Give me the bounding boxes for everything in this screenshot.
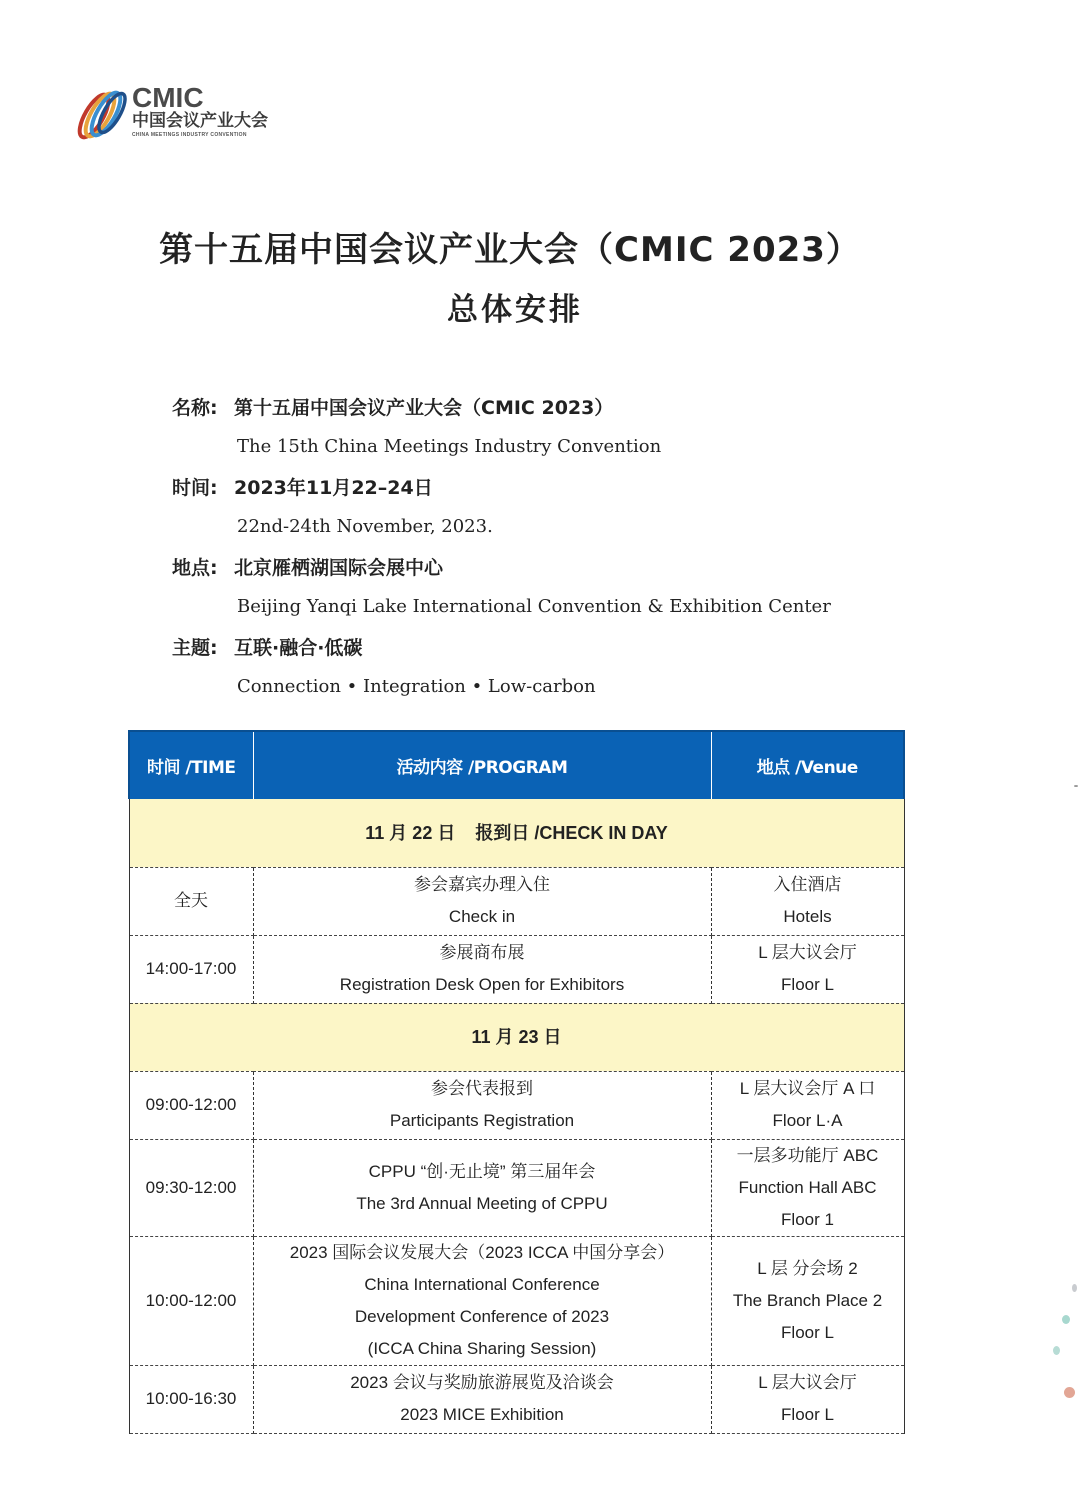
venue-cn: 一层多功能厅 ABC bbox=[736, 1145, 879, 1165]
dot-icon bbox=[1074, 785, 1078, 787]
table-row bbox=[129, 1365, 904, 1433]
program-en: (ICCA China Sharing Session) bbox=[367, 1338, 597, 1358]
program-cn: CPPU “创·无止境” 第三届年会 bbox=[368, 1161, 596, 1181]
program-en: Registration Desk Open for Exhibitors bbox=[339, 975, 625, 994]
column-header-venue: 地点 /Venue bbox=[711, 731, 904, 799]
venue-cell bbox=[711, 867, 904, 935]
info-value-en: 22nd-24th November, 2023. bbox=[237, 515, 493, 537]
info-value-en: The 15th China Meetings Industry Convention bbox=[237, 435, 662, 457]
column-header-program: 活动内容 /PROGRAM bbox=[253, 731, 711, 799]
time-cell: 10:00-16:30 bbox=[129, 1365, 253, 1433]
program-en: The 3rd Annual Meeting of CPPU bbox=[356, 1193, 608, 1213]
venue-cn: L 层大议会厅 A 口 bbox=[739, 1079, 876, 1098]
venue-floor: Floor 1 bbox=[781, 1209, 834, 1229]
table-row bbox=[129, 1071, 904, 1139]
venue-cn: L 层大议会厅 bbox=[758, 1373, 857, 1392]
program-en: 2023 MICE Exhibition bbox=[400, 1405, 564, 1424]
venue-en: Floor L·A bbox=[772, 1111, 843, 1130]
table-row bbox=[129, 1236, 904, 1365]
time-cell: 09:00-12:00 bbox=[129, 1071, 253, 1139]
program-cn: 参展商布展 bbox=[439, 943, 525, 962]
event-info bbox=[172, 386, 932, 706]
logo-name-cn: 中国会议产业大会 bbox=[132, 111, 268, 131]
venue-cell bbox=[711, 1139, 904, 1236]
cmic-rings-icon bbox=[70, 86, 130, 144]
venue-en: The Branch Place 2 bbox=[732, 1290, 883, 1310]
venue-en: Floor L bbox=[781, 1405, 834, 1424]
time-cell: 10:00-12:00 bbox=[129, 1236, 253, 1365]
info-value-cn: 第十五届中国会议产业大会（CMIC 2023） bbox=[234, 396, 614, 419]
program-cn: 2023 会议与奖励旅游展览及洽谈会 bbox=[350, 1373, 614, 1392]
venue-en: Function Hall ABC bbox=[738, 1177, 877, 1197]
time-cell: 09:30-12:00 bbox=[129, 1139, 253, 1236]
logo-brand: CMIC bbox=[132, 82, 204, 113]
program-en: Check in bbox=[448, 907, 516, 926]
schedule-table bbox=[128, 730, 905, 1434]
info-value-cn: 北京雁栖湖国际会展中心 bbox=[234, 556, 444, 579]
venue-en: Hotels bbox=[783, 907, 832, 926]
program-cell bbox=[253, 935, 711, 1003]
info-label: 主题: bbox=[172, 636, 218, 659]
info-label: 名称: bbox=[172, 396, 218, 419]
venue-floor: Floor L bbox=[781, 1322, 834, 1342]
program-en: Development Conference of 2023 bbox=[354, 1306, 610, 1326]
venue-cn: 入住酒店 bbox=[773, 875, 842, 894]
venue-cell bbox=[711, 1365, 904, 1433]
table-row bbox=[129, 1139, 904, 1236]
program-en: Participants Registration bbox=[389, 1111, 575, 1130]
time-cell: 14:00-17:00 bbox=[129, 935, 253, 1003]
table-header-row bbox=[129, 731, 904, 799]
venue-cn: L 层大议会厅 bbox=[758, 943, 857, 962]
program-cell bbox=[253, 1071, 711, 1139]
info-value-en: Beijing Yanqi Lake International Convention & Exhibition Center bbox=[237, 595, 831, 617]
day-label: 11 月 22 日 报到日 /CHECK IN DAY bbox=[129, 799, 904, 867]
info-name-row bbox=[172, 386, 932, 426]
program-cn: 2023 国际会议发展大会（2023 ICCA 中国分享会） bbox=[289, 1242, 675, 1262]
day-row bbox=[129, 1003, 904, 1071]
table-row bbox=[129, 867, 904, 935]
program-en: China International Conference bbox=[364, 1274, 600, 1294]
day-label: 11 月 23 日 bbox=[129, 1003, 904, 1071]
program-cell bbox=[253, 1139, 711, 1236]
info-time-row bbox=[172, 466, 932, 506]
program-cell bbox=[253, 1236, 711, 1365]
program-cn: 参会嘉宾办理入住 bbox=[414, 875, 550, 894]
day-row bbox=[129, 799, 904, 867]
info-label: 时间: bbox=[172, 476, 218, 499]
program-cn: 参会代表报到 bbox=[431, 1079, 533, 1098]
info-venue-row bbox=[172, 546, 932, 586]
time-cell: 全天 bbox=[129, 867, 253, 935]
venue-cell bbox=[711, 1071, 904, 1139]
cmic-logo bbox=[70, 84, 310, 148]
logo-name-en: CHINA MEETINGS INDUSTRY CONVENTION bbox=[132, 132, 247, 138]
page-subtitle: 总体安排 bbox=[447, 292, 583, 328]
info-value-cn: 互联·融合·低碳 bbox=[234, 636, 363, 659]
column-header-time: 时间 /TIME bbox=[129, 731, 253, 799]
info-label: 地点: bbox=[172, 556, 218, 579]
venue-cell bbox=[711, 1236, 904, 1365]
dot-icon bbox=[1072, 1284, 1077, 1292]
info-theme-row bbox=[172, 626, 932, 666]
dot-icon bbox=[1062, 1315, 1070, 1324]
dot-icon bbox=[1053, 1346, 1060, 1355]
venue-cell bbox=[711, 935, 904, 1003]
info-value-cn: 2023年11月22–24日 bbox=[234, 476, 433, 499]
page-title: 第十五届中国会议产业大会（CMIC 2023） bbox=[159, 230, 861, 270]
program-cell bbox=[253, 867, 711, 935]
program-cell bbox=[253, 1365, 711, 1433]
info-value-en: Connection • Integration • Low-carbon bbox=[237, 675, 596, 697]
venue-cn: L 层 分会场 2 bbox=[757, 1258, 858, 1278]
venue-en: Floor L bbox=[781, 975, 834, 994]
table-row bbox=[129, 935, 904, 1003]
dot-icon bbox=[1064, 1387, 1075, 1398]
